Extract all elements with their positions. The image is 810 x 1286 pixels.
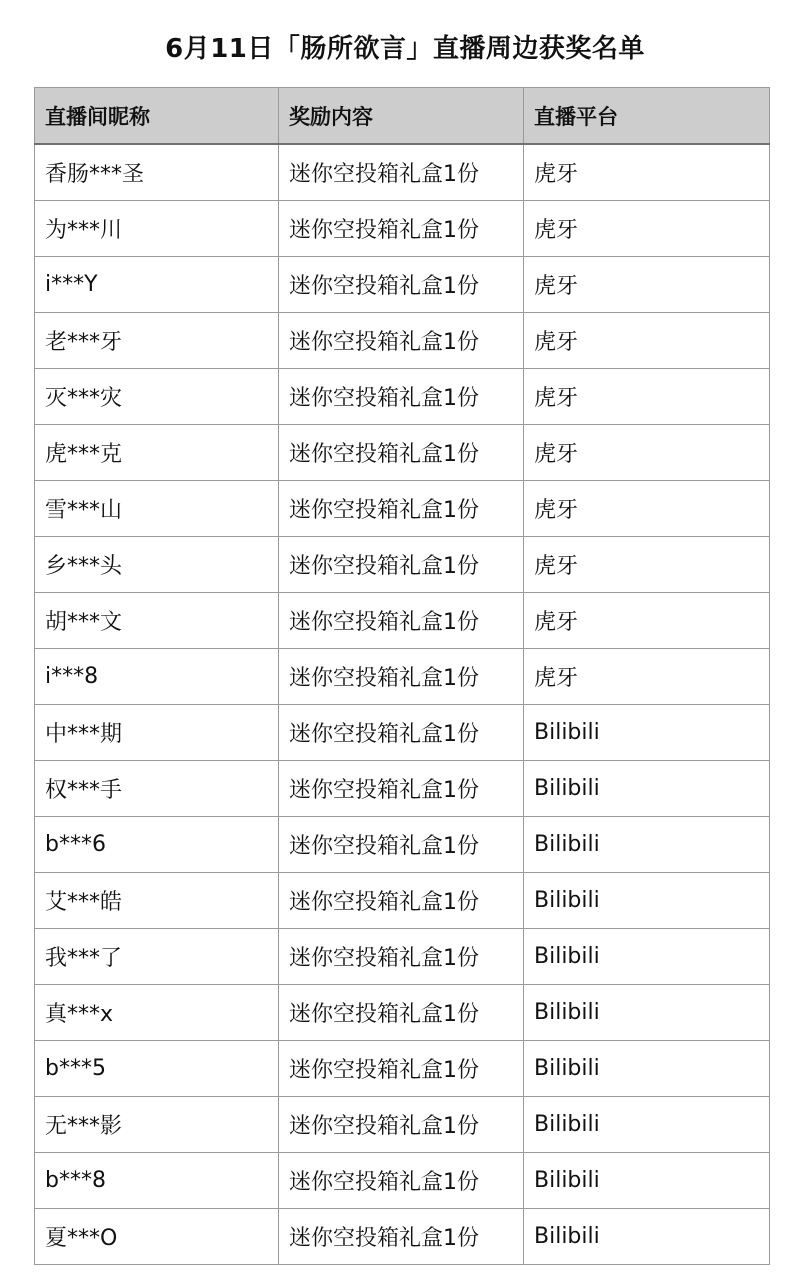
table-row <box>35 369 770 425</box>
nickname-cell: 灭***灾 <box>35 369 279 425</box>
platform-cell: Bilibili <box>524 1097 770 1153</box>
platform-cell: Bilibili <box>524 873 770 929</box>
page-title: 6月11日「肠所欲言」直播周边获奖名单 <box>165 34 645 64</box>
table-row <box>35 1041 770 1097</box>
column-header-reward: 奖励内容 <box>279 88 524 145</box>
table-row <box>35 705 770 761</box>
table-row <box>35 761 770 817</box>
nickname-cell: b***5 <box>35 1041 279 1097</box>
platform-cell: Bilibili <box>524 1153 770 1209</box>
table-row <box>35 873 770 929</box>
reward-cell: 迷你空投箱礼盒1份 <box>279 649 524 705</box>
table-row <box>35 144 770 201</box>
nickname-cell: 虎***克 <box>35 425 279 481</box>
platform-cell: 虎牙 <box>524 313 770 369</box>
platform-cell: 虎牙 <box>524 144 770 201</box>
platform-cell: Bilibili <box>524 985 770 1041</box>
reward-cell: 迷你空投箱礼盒1份 <box>279 257 524 313</box>
reward-cell: 迷你空投箱礼盒1份 <box>279 817 524 873</box>
reward-cell: 迷你空投箱礼盒1份 <box>279 1153 524 1209</box>
platform-cell: 虎牙 <box>524 257 770 313</box>
nickname-cell: 香肠***圣 <box>35 144 279 201</box>
table-row <box>35 1097 770 1153</box>
nickname-cell: 为***川 <box>35 201 279 257</box>
platform-cell: Bilibili <box>524 1041 770 1097</box>
nickname-cell: i***Y <box>35 257 279 313</box>
reward-cell: 迷你空投箱礼盒1份 <box>279 369 524 425</box>
reward-cell: 迷你空投箱礼盒1份 <box>279 929 524 985</box>
platform-cell: Bilibili <box>524 705 770 761</box>
table-row <box>35 481 770 537</box>
reward-cell: 迷你空投箱礼盒1份 <box>279 985 524 1041</box>
nickname-cell: 无***影 <box>35 1097 279 1153</box>
table-row <box>35 537 770 593</box>
reward-cell: 迷你空投箱礼盒1份 <box>279 873 524 929</box>
platform-cell: 虎牙 <box>524 201 770 257</box>
nickname-cell: 胡***文 <box>35 593 279 649</box>
nickname-cell: 乡***头 <box>35 537 279 593</box>
nickname-cell: 艾***皓 <box>35 873 279 929</box>
platform-cell: 虎牙 <box>524 649 770 705</box>
reward-cell: 迷你空投箱礼盒1份 <box>279 201 524 257</box>
table-row <box>35 593 770 649</box>
table-row <box>35 425 770 481</box>
nickname-cell: 真***x <box>35 985 279 1041</box>
table-row <box>35 649 770 705</box>
reward-cell: 迷你空投箱礼盒1份 <box>279 761 524 817</box>
platform-cell: 虎牙 <box>524 369 770 425</box>
nickname-cell: 夏***O <box>35 1209 279 1265</box>
reward-cell: 迷你空投箱礼盒1份 <box>279 481 524 537</box>
reward-cell: 迷你空投箱礼盒1份 <box>279 1209 524 1265</box>
platform-cell: 虎牙 <box>524 593 770 649</box>
platform-cell: Bilibili <box>524 761 770 817</box>
table-row <box>35 1153 770 1209</box>
column-header-nickname: 直播间昵称 <box>35 88 279 145</box>
reward-cell: 迷你空投箱礼盒1份 <box>279 537 524 593</box>
platform-cell: 虎牙 <box>524 537 770 593</box>
reward-cell: 迷你空投箱礼盒1份 <box>279 705 524 761</box>
nickname-cell: 雪***山 <box>35 481 279 537</box>
table-row <box>35 929 770 985</box>
reward-cell: 迷你空投箱礼盒1份 <box>279 593 524 649</box>
platform-cell: Bilibili <box>524 1209 770 1265</box>
reward-cell: 迷你空投箱礼盒1份 <box>279 1097 524 1153</box>
table-body <box>35 144 770 1265</box>
table-row <box>35 201 770 257</box>
platform-cell: Bilibili <box>524 929 770 985</box>
reward-cell: 迷你空投箱礼盒1份 <box>279 144 524 201</box>
nickname-cell: b***8 <box>35 1153 279 1209</box>
table-row <box>35 1209 770 1265</box>
table-row <box>35 985 770 1041</box>
platform-cell: 虎牙 <box>524 425 770 481</box>
platform-cell: Bilibili <box>524 817 770 873</box>
nickname-cell: 我***了 <box>35 929 279 985</box>
reward-cell: 迷你空投箱礼盒1份 <box>279 1041 524 1097</box>
nickname-cell: b***6 <box>35 817 279 873</box>
table-header-row <box>35 88 770 145</box>
nickname-cell: 权***手 <box>35 761 279 817</box>
winners-table <box>34 87 770 1265</box>
reward-cell: 迷你空投箱礼盒1份 <box>279 313 524 369</box>
table-row <box>35 257 770 313</box>
platform-cell: 虎牙 <box>524 481 770 537</box>
column-header-platform: 直播平台 <box>524 88 770 145</box>
nickname-cell: 老***牙 <box>35 313 279 369</box>
table-row <box>35 313 770 369</box>
nickname-cell: 中***期 <box>35 705 279 761</box>
reward-cell: 迷你空投箱礼盒1份 <box>279 425 524 481</box>
table-row <box>35 817 770 873</box>
nickname-cell: i***8 <box>35 649 279 705</box>
